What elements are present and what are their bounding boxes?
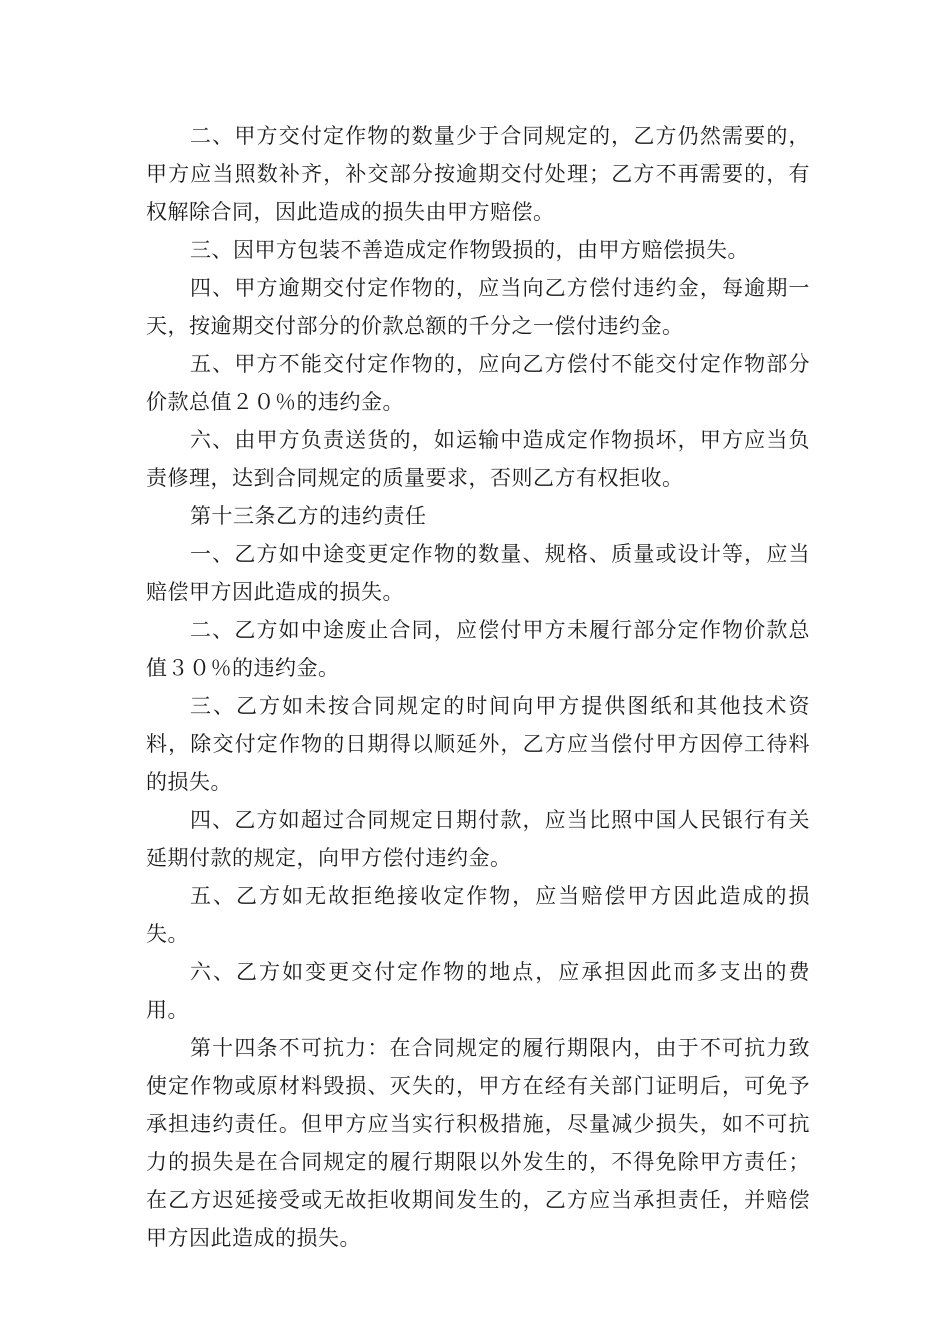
section-heading-article-13: 第十三条乙方的违约责任 xyxy=(190,504,427,528)
paragraph-jia-transport-damage: 六、由甲方负责送货的，如运输中造成定作物损坏，甲方应当负责修理，达到合同规定的质量要求，否则乙方有权拒收。 xyxy=(146,428,810,490)
paragraph-yi-midway-change: 一、乙方如中途变更定作物的数量、规格、质量或设计等，应当赔偿甲方因此造成的损失。 xyxy=(146,542,810,604)
paragraph-article-14-force-majeure: 第十四条不可抗力：在合同规定的履行期限内，由于不可抗力致使定作物或原材料毁损、灭失的，甲方在经有关部门证明后，可免予承担违约责任。但甲方应当实行积极措施，尽量减少损失，如不可抗力的损失是在合同规定的履行期限以外发生的，不得免除甲方责任；在乙方迟延接受或无故拒收期间发生的，乙方应当承担责任，并赔偿甲方因此造成的损失。 xyxy=(146,1036,810,1250)
paragraph-yi-refusal: 五、乙方如无故拒绝接收定作物，应当赔偿甲方因此造成的损失。 xyxy=(146,884,810,946)
paragraph-jia-quantity-shortfall: 二、甲方交付定作物的数量少于合同规定的，乙方仍然需要的，甲方应当照数补齐，补交部分按逾期交付处理；乙方不再需要的，有权解除合同，因此造成的损失由甲方赔偿。 xyxy=(146,124,810,224)
paragraph-jia-non-delivery: 五、甲方不能交付定作物的，应向乙方偿付不能交付定作物部分价款总值２０％的违约金。 xyxy=(146,352,810,414)
paragraph-yi-location-change: 六、乙方如变更交付定作物的地点，应承担因此而多支出的费用。 xyxy=(146,960,810,1022)
paragraph-jia-late-delivery: 四、甲方逾期交付定作物的，应当向乙方偿付违约金，每逾期一天，按逾期交付部分的价款总额的千分之一偿付违约金。 xyxy=(146,276,810,338)
paragraph-yi-late-payment: 四、乙方如超过合同规定日期付款，应当比照中国人民银行有关延期付款的规定，向甲方偿付违约金。 xyxy=(146,808,810,870)
document-body xyxy=(146,117,810,1257)
paragraph-yi-late-materials: 三、乙方如未按合同规定的时间向甲方提供图纸和其他技术资料，除交付定作物的日期得以顺延外，乙方应当偿付甲方因停工待料的损失。 xyxy=(146,694,810,794)
paragraph-yi-contract-termination: 二、乙方如中途废止合同，应偿付甲方未履行部分定作物价款总值３０％的违约金。 xyxy=(146,618,810,680)
paragraph-jia-packaging-damage: 三、因甲方包装不善造成定作物毁损的，由甲方赔偿损失。 xyxy=(190,238,749,262)
